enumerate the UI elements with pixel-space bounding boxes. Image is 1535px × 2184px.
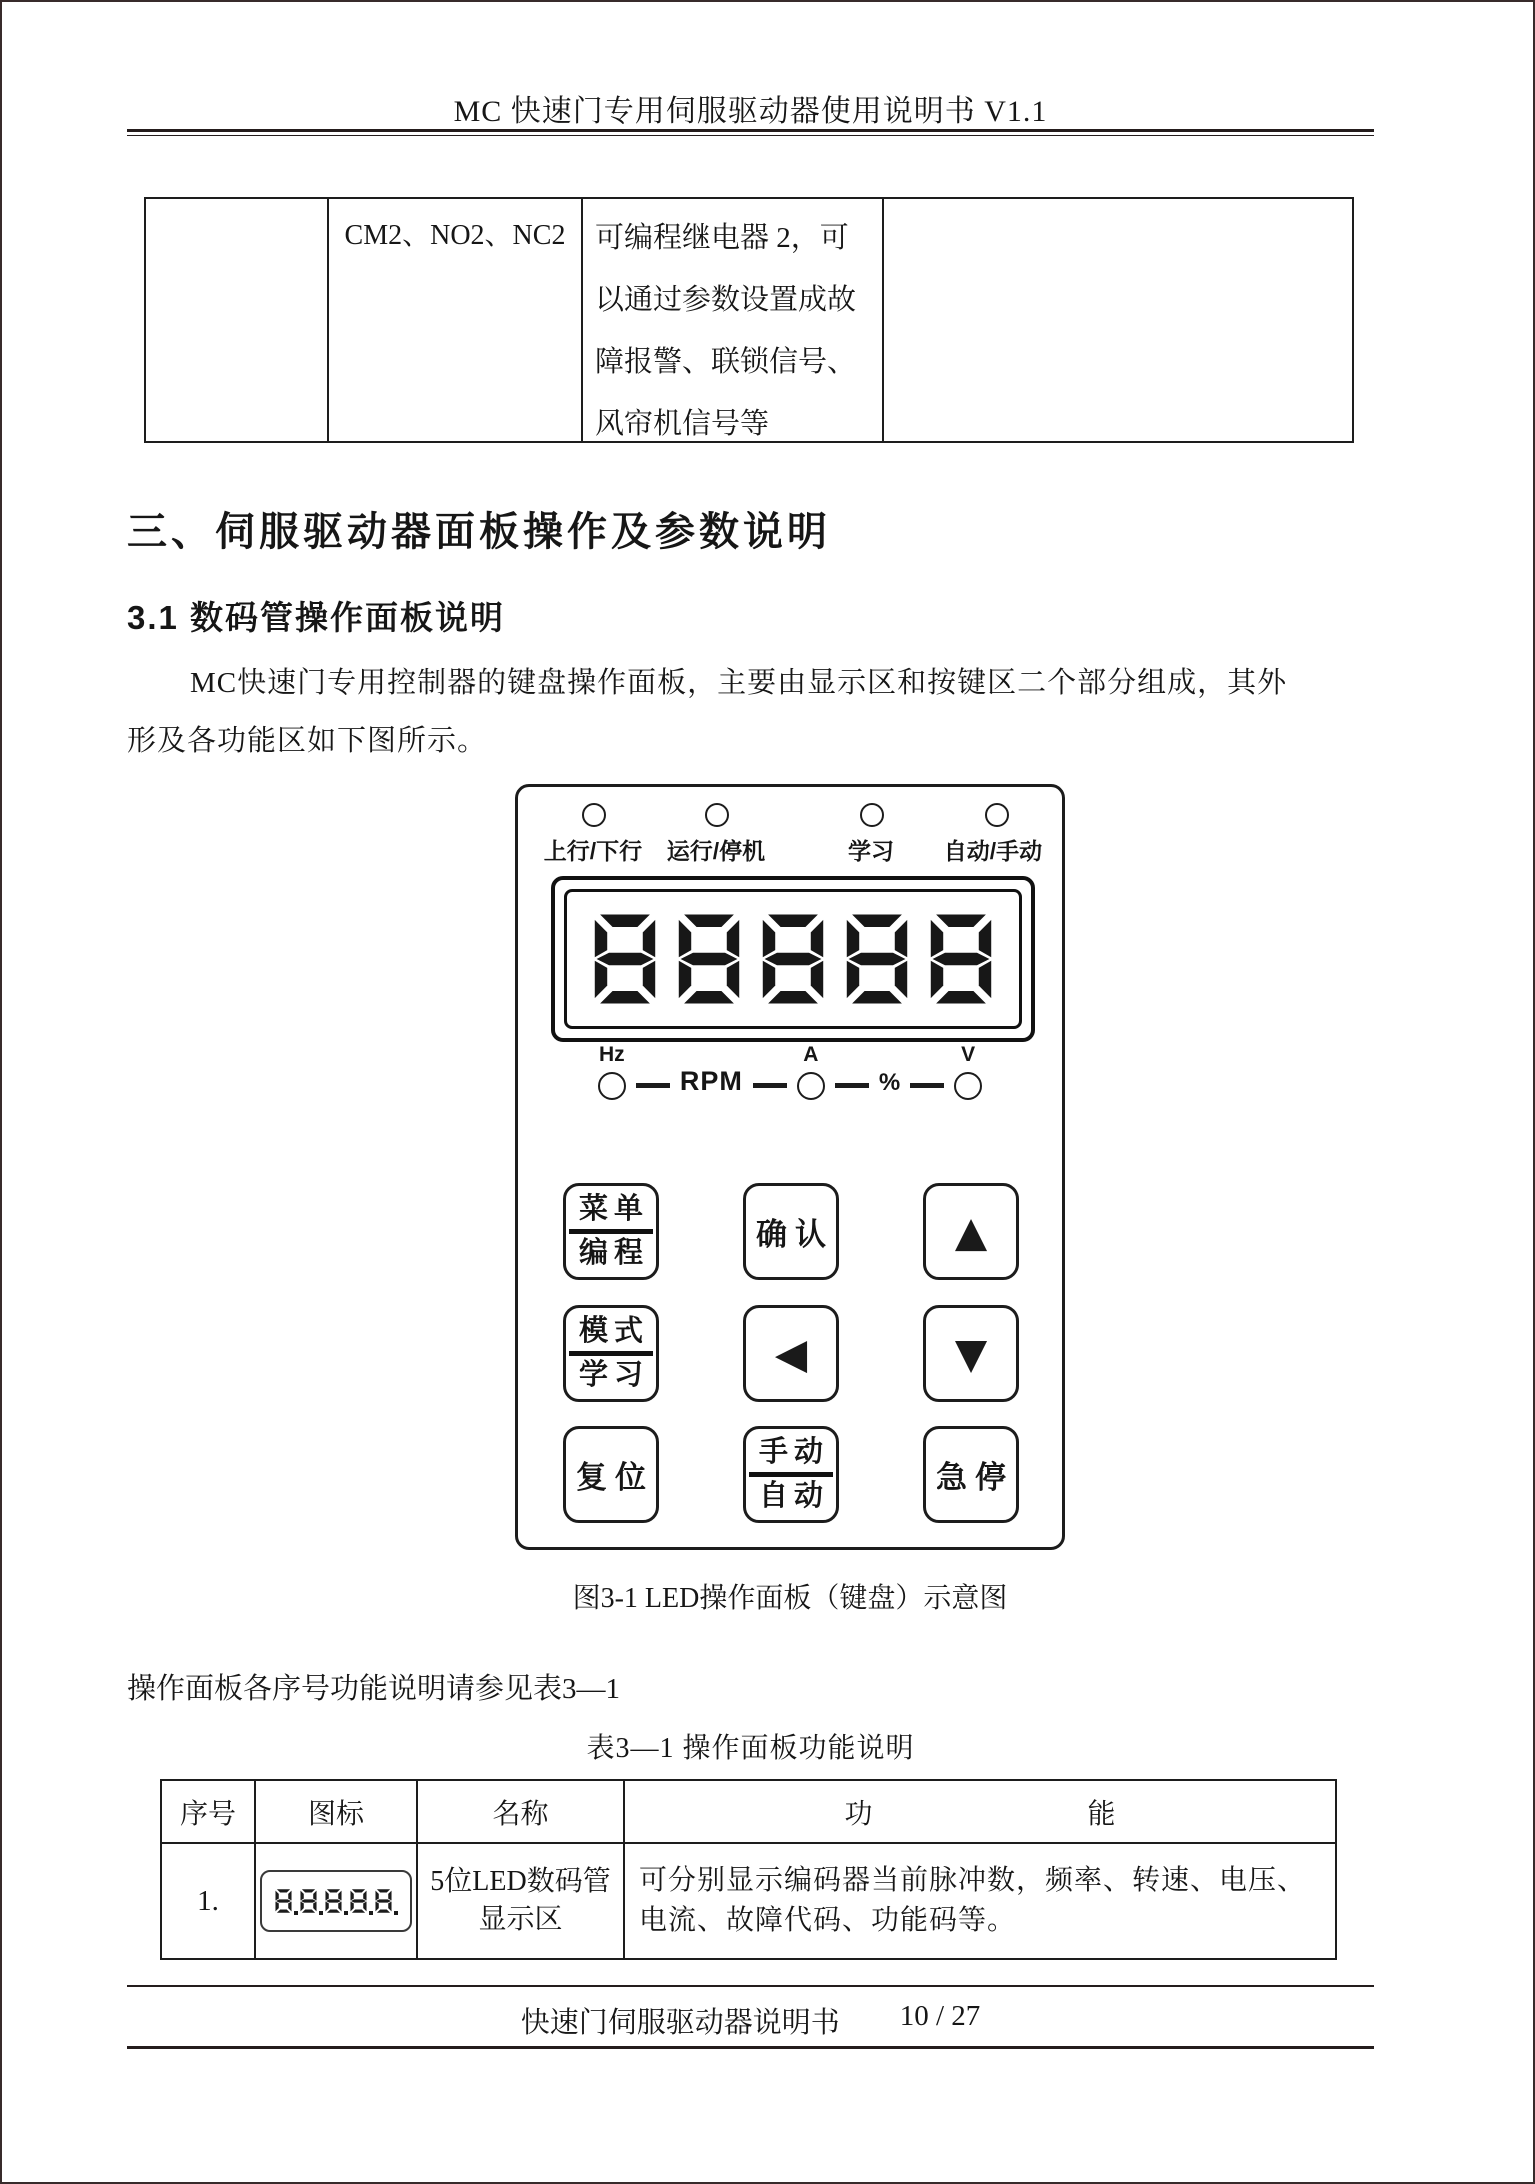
menu-program-button[interactable] [563,1183,659,1280]
body-paragraph-line-1: MC快速门专用控制器的键盘操作面板，主要由显示区和按键区二个部分组成，其外 [190,667,1288,699]
seven-segment-digit [761,911,825,1007]
display-window [564,889,1022,1029]
figure-caption: 图3-1 LED操作面板（键盘）示意图 [572,1583,1008,1614]
hz-unit [598,1043,626,1100]
row-name-cell [416,1842,623,1958]
header-name: 名称 [416,1781,623,1842]
button-divider [569,1351,653,1356]
header-rule [127,129,1374,136]
volt-lamp-icon [954,1072,982,1100]
amp-unit [797,1043,825,1100]
estop-label: 急停 [936,1460,1014,1495]
estop-button[interactable] [923,1426,1019,1523]
terminal-description-cell [581,199,882,441]
confirm-button[interactable] [743,1183,839,1280]
footer [127,2000,1374,2041]
mini-led-display-icon [260,1870,412,1932]
dash-icon [636,1083,670,1088]
seven-segment-digit [300,1888,317,1914]
panel-function-table [160,1779,1337,1960]
volt-label: V [961,1043,976,1066]
unit-indicator-row [518,1043,1062,1100]
rpm-label: RPM [679,1066,743,1096]
decimal-dot-icon [294,1911,298,1915]
learn-led-label: 学习 [848,838,894,864]
description-line: 可编程继电器 2，可 [595,222,849,254]
up-button[interactable] [923,1183,1019,1280]
seven-segment-digit [375,1888,392,1914]
run-stop-led-icon [705,803,729,827]
up-down-led-label: 上行/下行 [543,838,643,864]
table-title: 表3—1 操作面板功能说明 [586,1733,915,1764]
section-heading: 三、伺服驱动器面板操作及参数说明 [127,510,831,554]
seven-segment-digit [325,1888,342,1914]
seven-segment-display [551,876,1035,1042]
seven-segment-digit [929,911,993,1007]
program-label: 编程 [578,1237,649,1269]
down-button[interactable] [923,1305,1019,1402]
confirm-label: 确认 [756,1217,834,1252]
reset-label: 复位 [576,1460,654,1495]
dash-icon [910,1083,944,1088]
learn-led-icon [860,803,884,827]
volt-unit [954,1043,982,1100]
description-line: 风帘机信号等 [595,408,770,440]
seven-segment-digit [593,911,657,1007]
manual-label: 手动 [758,1436,829,1468]
reset-button[interactable] [563,1426,659,1523]
header-icon: 图标 [254,1781,416,1842]
amp-label: A [803,1043,819,1066]
dash-icon [753,1083,787,1088]
row-icon-cell [254,1842,416,1958]
auto-label: 自动 [758,1480,829,1512]
note-text: 操作面板各序号功能说明请参见表3—1 [127,1673,621,1705]
seven-segment-digit [677,911,741,1007]
hz-label: Hz [598,1043,625,1066]
led-operation-panel-diagram [515,784,1065,1550]
seven-segment-digit [845,911,909,1007]
left-arrow-icon: ◀ [774,1328,808,1378]
header-function-left: 功 [844,1798,873,1830]
row-number-cell: 1. [162,1842,254,1958]
button-divider [569,1229,653,1234]
down-arrow-icon: ▼ [954,1328,988,1378]
body-paragraph-line-2: 形及各功能区如下图所示。 [127,725,488,757]
footer-page-number: 10 / 27 [899,2000,981,2032]
function-line: 电流、故障代码、功能码等。 [639,1905,1017,1936]
run-stop-led-label: 运行/停机 [666,838,766,864]
up-down-led-icon [582,803,606,827]
subsection-heading: 3.1 数码管操作面板说明 [127,599,506,636]
decimal-dot-icon [369,1911,373,1915]
name-line: 显示区 [478,1904,563,1935]
terminal-table [144,197,1354,443]
decimal-dot-icon [344,1911,348,1915]
row-function-cell [623,1842,1335,1958]
left-button[interactable] [743,1305,839,1402]
seven-segment-digit [275,1888,292,1914]
function-line: 可分别显示编码器当前脉冲数，频率、转速、电压、 [639,1865,1307,1896]
header-function [623,1781,1335,1842]
terminal-table-empty-cell [146,199,327,441]
footer-rule-bottom [127,2046,1374,2049]
mode-label: 模式 [578,1315,649,1347]
decimal-dot-icon [319,1911,323,1915]
seven-segment-digit [350,1888,367,1914]
footer-rule-top [127,1985,1374,1987]
description-line: 障报警、联锁信号、 [595,346,857,378]
dash-icon [835,1083,869,1088]
description-line: 以通过参数设置成故 [595,284,857,316]
auto-manual-led-icon [985,803,1009,827]
button-divider [749,1472,833,1477]
header-function-right: 能 [1087,1798,1116,1830]
percent-label: % [878,1069,901,1096]
hz-lamp-icon [598,1072,626,1100]
up-arrow-icon: ▲ [954,1206,988,1256]
manual-auto-button[interactable] [743,1426,839,1523]
decimal-dot-icon [394,1911,398,1915]
name-line: 5位LED数码管 [430,1866,611,1897]
terminal-table-empty-cell [882,199,1352,441]
header-no: 序号 [179,1798,236,1830]
amp-lamp-icon [797,1072,825,1100]
terminal-name-cell: CM2、NO2、NC2 [327,199,581,441]
auto-manual-led-label: 自动/手动 [943,838,1043,864]
mode-learn-button[interactable] [563,1305,659,1402]
page-header-title: MC 快速门专用伺服驱动器使用说明书 V1.1 [453,95,1048,128]
footer-doc-name: 快速门伺服驱动器说明书 [520,2007,840,2039]
learn-label: 学习 [578,1359,649,1391]
menu-label: 菜单 [578,1193,649,1225]
